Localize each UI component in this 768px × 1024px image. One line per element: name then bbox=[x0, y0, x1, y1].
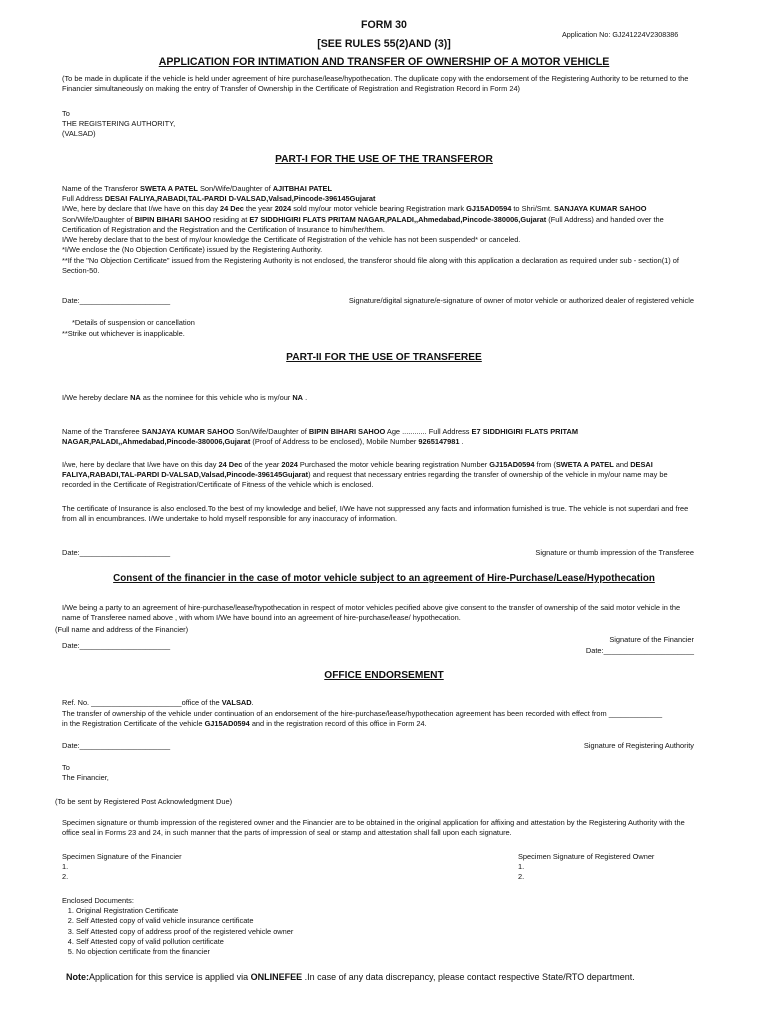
footnote-strike: **Strike out whichever is inapplicable. bbox=[62, 329, 185, 338]
part1-body bbox=[62, 184, 696, 276]
part1-heading: PART-I FOR THE USE OF THE TRANSFEROR bbox=[275, 154, 493, 165]
sale-declaration: I/We, here by declare that I/we have on this day 24 Dec the year 2024 sold my/our motor vehicle bearing Registration mark GJ15AD0594 to Shri/Smt. SANJAYA KUMAR SAHOO Son/Wife/Daughter of BIPIN BIHARI SAHOO residing at E7 SIDDHIGIRI FLATS PRITAM NAGAR,PALADI,,Ahmedabad,Pincode-380006,Gujarat (Full Address) and handed over the Certification of Registration and the Registration and the Certification of Insurance to him/her/them. bbox=[62, 204, 664, 234]
registering-authority-signature: Signature of Registering Authority bbox=[583, 741, 694, 750]
to-label: To bbox=[62, 109, 70, 118]
bottom-note: Note:Application for this service is applied via ONLINEFEE .In case of any data discrepancy, please contact respective State/RTO department. bbox=[66, 972, 635, 982]
registration-record-line: in the Registration Certificate of the vehicle GJ15AD0594 and in the registration record of this office in Form 24. bbox=[62, 719, 427, 728]
part2-heading: PART-II FOR THE USE OF TRANSFEREE bbox=[286, 352, 482, 363]
financier-specimen-label: Specimen Signature of the Financier bbox=[62, 852, 182, 861]
duplicate-note: (To be made in duplicate if the vehicle is held under agreement of hire purchase/lease/hypothecation. The duplicate copy with the endorsement of the Registering Authority to be returned to the Financier simultaneously on making the entry of Transfer of Ownership in the Certificate of Registration and Registration Record in Form 24) bbox=[62, 74, 689, 94]
transfer-record-line: The transfer of ownership of the vehicle under continuation of an endorsement of the hire-purchase/lease/hypothecation agreement has been recorded with effect from _____________ bbox=[62, 709, 663, 718]
enclosed-documents bbox=[62, 896, 293, 957]
nominee-declaration: I/We hereby declare NA as the nominee for this vehicle who is my/our NA . bbox=[62, 393, 308, 402]
enclosed-item: 1. Original Registration Certificate bbox=[76, 906, 293, 916]
owner-specimen-block bbox=[518, 852, 654, 883]
financier-specimen-1: 1. bbox=[62, 862, 69, 872]
transferor-address-line: Full Address DESAI FALIYA,RABADI,TAL-PARDI D-VALSAD,Valsad,Pincode-396145Gujarat bbox=[62, 194, 376, 204]
consent-text: I/We being a party to an agreement of hire-purchase/lease/hypothecation in respect of motor vehicles pecified above give consent to the transfer of ownership of the said motor vehicle in the name of Transferee named above , with whom I/We have bound into an agreement of hire-purchase/lease/ hypothecation. bbox=[62, 603, 681, 623]
ref-number-line: Ref. No. ______________________office of the VALSAD. bbox=[62, 698, 254, 707]
financier-date: Date:______________________ bbox=[585, 646, 694, 655]
form-rules: [SEE RULES 55(2)AND (3)] bbox=[317, 38, 451, 50]
transferor-name-line: Name of the Transferor SWETA A PATEL Son/Wife/Daughter of AJITBHAI PATEL bbox=[62, 184, 332, 193]
transferee-details: Name of the Transferee SANJAYA KUMAR SAHOO Son/Wife/Daughter of BIPIN BIHARI SAHOO Age ............ Full Address E7 SIDDHIGIRI FLATS PRITAM NAGAR,PALADI,,Ahmedabad,Pincode-380006,Gujarat (Proof of Address to be enclosed), Mobile Number 9265147981 . bbox=[62, 427, 578, 447]
footnote-suspension: *Details of suspension or cancellation bbox=[72, 318, 195, 327]
registering-authority: THE REGISTERING AUTHORITY, bbox=[62, 119, 176, 129]
financier-specimen-2: 2. bbox=[62, 872, 69, 882]
form-number: FORM 30 bbox=[361, 19, 407, 31]
owner-specimen-1: 1. bbox=[518, 862, 525, 872]
noc-enclosed: *I/We enclose the (No Objection Certificate) issued by the Registering Authority. bbox=[62, 245, 323, 255]
purchase-declaration: I/we, here by declare that I/we have on this day 24 Dec of the year 2024 Purchased the motor vehicle bearing registration Number GJ15AD0594 from (SWETA A PATEL and DESAI FALIYA,RABADI,TAL-PARDI D-VALSAD,Valsad,Pincode-396145Gujarat) and request that necessary entries regarding the transfer of ownership of the vehicle in my/our name may be recorded in the Certificate of Registration/Certificate of Fitness of the vehicle which is enclosed. bbox=[62, 460, 668, 490]
specimen-instructions: Specimen signature or thumb impression of the registered owner and the Financier are to be obtained in the original application for affixing and attestation by the Registering Authority with the office seal in Forms 23 and 24, in such manner that the parts of impression of seal or stamp and attestation shall fall upon each signature. bbox=[62, 818, 685, 838]
part1-date: Date:______________________ bbox=[62, 296, 171, 305]
transferor-signature: Signature/digital signature/e-signature of owner of motor vehicle or authorized dealer of registered vehicle bbox=[348, 296, 694, 305]
transferee-signature: Signature or thumb impression of the Transferee bbox=[535, 548, 694, 557]
part2-date: Date:______________________ bbox=[62, 548, 171, 557]
enclosed-item: 5. No objection certificate from the financier bbox=[76, 947, 293, 957]
enclosed-item: 3. Self Attested copy of address proof of the registered vehicle owner bbox=[76, 927, 293, 937]
financier-fullname-label: (Full name and address of the Financier) bbox=[55, 625, 189, 634]
registered-post-note: (To be sent by Registered Post Acknowledgment Due) bbox=[55, 797, 233, 806]
to-label-2: To bbox=[62, 763, 70, 772]
consent-date: Date:______________________ bbox=[62, 641, 171, 650]
financier-specimen-block bbox=[62, 852, 182, 883]
form-title: APPLICATION FOR INTIMATION AND TRANSFER OF OWNERSHIP OF A MOTOR VEHICLE bbox=[158, 56, 610, 68]
consent-heading: Consent of the financier in the case of motor vehicle subject to an agreement of Hire-Purchase/Lease/Hypothecation bbox=[113, 573, 655, 584]
owner-specimen-label: Specimen Signature of Registered Owner bbox=[518, 852, 655, 861]
office-endorsement-heading: OFFICE ENDORSEMENT bbox=[324, 670, 444, 681]
suspension-declaration: I/We hereby declare that to the best of my/our knowledge the Certificate of Registration of the vehicle has not been suspended* or canceled. bbox=[62, 235, 521, 245]
insurance-declaration: The certificate of Insurance is also enclosed.To the best of my knowledge and belief, I/We have not suppressed any facts and information furnished is true. The vehicle is not superdari and free from all in encumbrances. I/We undertake to hold myself responsible for any inaccuracy of information. bbox=[62, 504, 689, 524]
noc-not-enclosed: **If the "No Objection Certificate" issued from the Registering Authority is not enclosed, the transferor should file along with this application a declaration as required under sub - section(1) of Section-50. bbox=[62, 255, 679, 275]
to-financier-block bbox=[62, 763, 109, 783]
enclosed-item: 2. Self Attested copy of valid vehicle insurance certificate bbox=[76, 916, 293, 926]
office-date: Date:______________________ bbox=[62, 741, 171, 750]
authority-place: (VALSAD) bbox=[62, 129, 96, 139]
enclosed-item: 4. Self Attested copy of valid pollution certificate bbox=[76, 937, 293, 947]
enclosed-documents-title: Enclosed Documents: bbox=[62, 896, 134, 905]
financier-label: The Financier, bbox=[62, 773, 109, 783]
application-number: Application No: GJ241224V2308386 bbox=[562, 30, 679, 39]
owner-specimen-2: 2. bbox=[518, 872, 525, 882]
addressee-block bbox=[62, 109, 696, 140]
financier-signature: Signature of the Financier bbox=[609, 635, 694, 644]
